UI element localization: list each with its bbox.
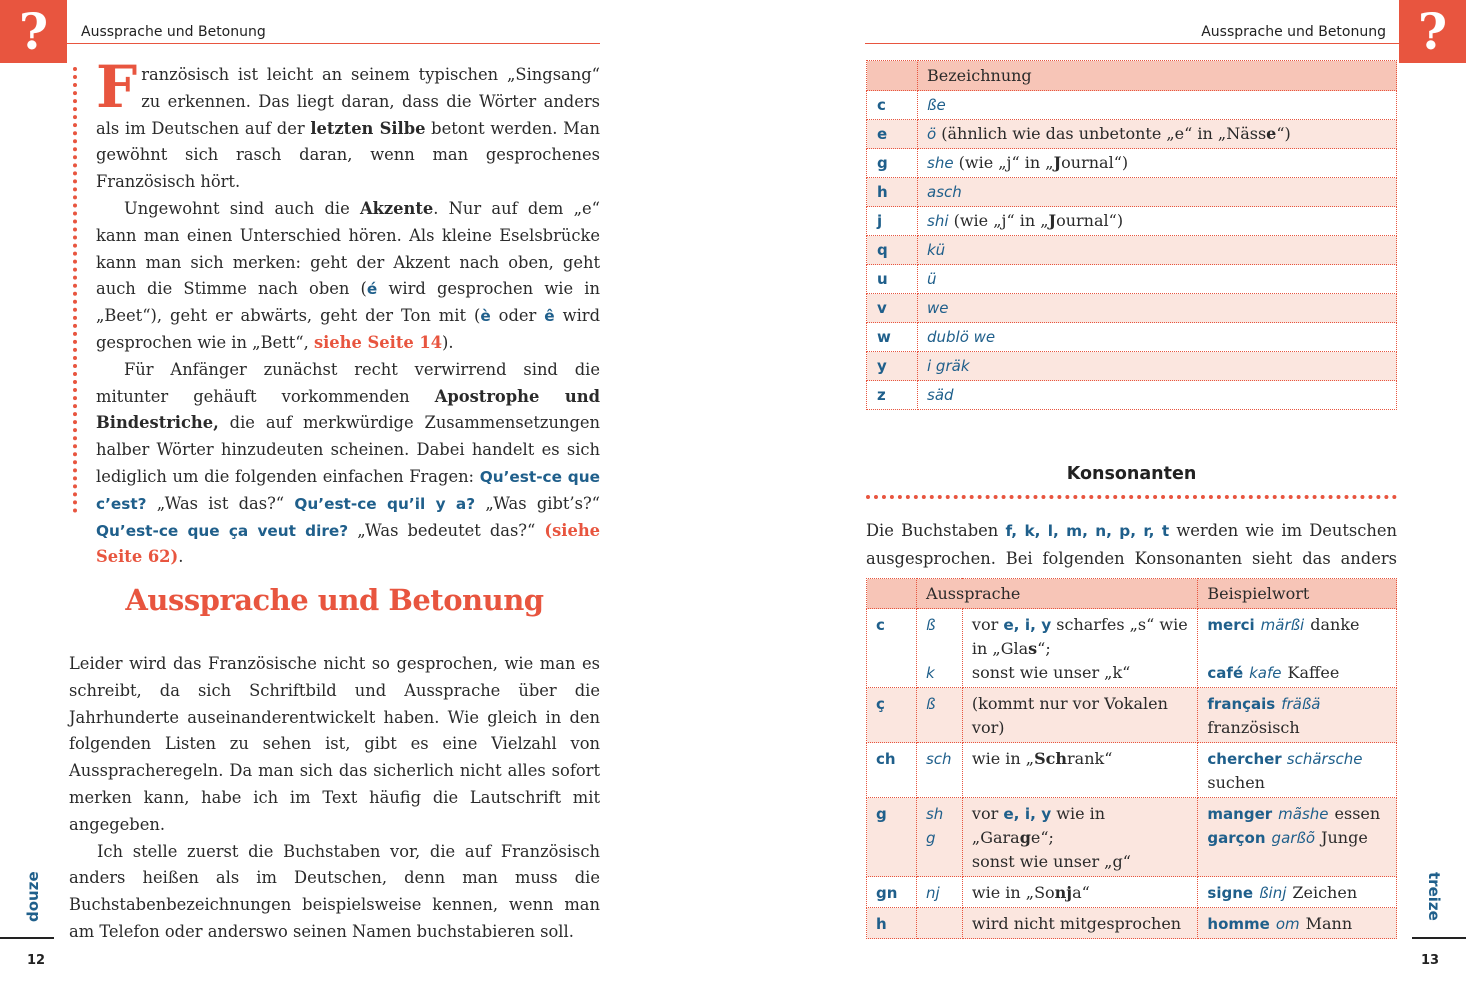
consonants-table (866, 578, 1397, 939)
example-word: garçon (1207, 829, 1266, 847)
text: „Was ist das?“ (146, 493, 295, 513)
note-bold: J (1053, 153, 1062, 172)
letter: gn (867, 877, 917, 908)
text: (kommt nur vor Vokalen vor) (962, 688, 1198, 743)
table-header-empty (867, 579, 917, 609)
page-word-left: douze (24, 871, 42, 922)
note: (ähnlich wie das unbetonte „e“ in „Näss (936, 124, 1267, 143)
letter: w (867, 323, 918, 352)
text: sonst wie unser „g“ (971, 852, 1131, 871)
phonetic: shi (927, 212, 949, 230)
translation: essen (1334, 804, 1381, 823)
phonetic: sch (925, 750, 952, 768)
text: vor (971, 615, 1004, 634)
table-row (867, 207, 1397, 236)
translation: Mann (1305, 914, 1353, 933)
example-word: merci (1207, 616, 1255, 634)
french-phrase: Qu’est-ce qu’il y a? (294, 494, 476, 513)
letter: ç (867, 688, 917, 743)
phonetic: g (925, 829, 936, 847)
translation: suchen (1207, 773, 1265, 792)
page-reference-link[interactable]: siehe Seite 14 (313, 332, 443, 352)
letter-names-table (866, 60, 1397, 410)
text: wird gesprochen wie in „Bett“, (96, 306, 600, 352)
letter: j (867, 207, 918, 236)
text: betont werden. Man gewöhnt sich rasch daran, wenn man gesprochenes Französisch hört. (96, 118, 600, 192)
header-rule-right (865, 43, 1399, 44)
table-row (867, 236, 1397, 265)
phonetic: sh (925, 805, 944, 823)
page-rule-left (0, 937, 54, 939)
text: „Was bedeutet das?“ (348, 520, 545, 540)
table-header: Bezeichnung (918, 61, 1397, 91)
table-row (867, 609, 1397, 688)
table-row (867, 178, 1397, 207)
dotted-margin-line (73, 67, 77, 513)
letter: h (867, 178, 918, 207)
text: werden wie im Deutschen ausgesprochen. Bei folgenden Konsonanten sieht das anders (866, 521, 1398, 568)
example-word: café (1207, 664, 1244, 682)
table-row (867, 120, 1397, 149)
paragraph: Leider wird das Französische nicht so gesprochen, wie man es schreibt, da sich Schriftbild und Aussprache über die Jahrhunderte auseinanderentwickelt haben. Wie gleich in den folgenden Listen zu sehen ist, gibt es eine Vielzahl von Ausspracheregeln. Da man sich das sicherlich nicht alles sofort merken kann, habe ich im Text häufig die Lautschrift mit angegeben. (69, 654, 600, 834)
question-mark-icon: ? (0, 0, 67, 63)
paragraph (96, 357, 600, 571)
paragraph (96, 53, 600, 196)
text: Ungewohnt sind auch die (124, 198, 361, 218)
letter: c (867, 609, 917, 688)
french-phrase: Qu’est-ce que ça veut dire? (96, 521, 349, 540)
text: ). (442, 332, 454, 352)
phonetic: ßinj (1259, 884, 1287, 902)
running-header-right: Aussprache und Betonung (1201, 24, 1386, 40)
letters: e, i, y (1003, 616, 1052, 634)
phonetic: k (925, 664, 935, 682)
body-text (69, 651, 600, 946)
table-header: Beispielwort (1198, 579, 1397, 609)
phonetic: ß (925, 616, 936, 634)
text: wie in „Gara (971, 804, 1106, 847)
section-title: Aussprache und Betonung (125, 583, 544, 617)
table-row (867, 798, 1397, 877)
phonetic: asch (927, 183, 962, 201)
note: (wie „j“ in „ (953, 153, 1054, 172)
phonetic: ö (927, 125, 937, 143)
translation: französisch (1207, 718, 1300, 737)
page-rule-right (1412, 937, 1466, 939)
phonetic: kafe (1249, 664, 1282, 682)
text: wie in „ (971, 749, 1035, 768)
text: wie in „So (971, 883, 1055, 902)
letter: g (867, 798, 917, 877)
page-word-right: treize (1425, 872, 1443, 921)
text: a“ (1072, 883, 1090, 902)
phonetic: märßi (1260, 616, 1305, 634)
phonetic: ß (925, 695, 936, 713)
bold-text: Sch (1034, 749, 1068, 768)
text: e“; (1030, 828, 1054, 847)
phonetic: kü (927, 241, 946, 259)
text: sonst wie unser „k“ (971, 663, 1131, 682)
letters: e, i, y (1003, 805, 1052, 823)
note-bold: J (1048, 211, 1057, 230)
accent-e-acute: é (366, 280, 378, 299)
note: ournal“) (1056, 211, 1124, 230)
phonetic: ße (927, 96, 946, 114)
table-row (867, 323, 1397, 352)
accent-e-circumflex: ê (544, 307, 555, 326)
intro-text (96, 53, 601, 571)
text: vor (971, 804, 1004, 823)
bold-text: g (1019, 828, 1031, 847)
table-row (867, 381, 1397, 410)
phonetic: dublö we (927, 328, 996, 346)
bold-text: Apostrophe und Bindestriche, (96, 386, 600, 433)
phonetic: fräßä (1281, 695, 1321, 713)
table-header: Aussprache (916, 579, 1197, 609)
bold-text: Akzente (360, 198, 434, 218)
text: . (178, 547, 184, 567)
text: oder (490, 306, 545, 326)
page-reference-link[interactable]: (siehe Seite 62) (96, 520, 601, 567)
letter: h (867, 908, 917, 939)
note-bold: e (1266, 124, 1277, 143)
example-word: chercher (1207, 750, 1282, 768)
example-word: français (1207, 695, 1276, 713)
table-row (867, 352, 1397, 381)
letter: v (867, 294, 918, 323)
example-word: signe (1207, 884, 1254, 902)
letter: y (867, 352, 918, 381)
phonetic: om (1275, 915, 1300, 933)
example-word: homme (1207, 915, 1270, 933)
header-rule-left (67, 43, 600, 44)
paragraph (96, 196, 600, 357)
table-row (867, 908, 1397, 939)
phonetic: ü (927, 270, 937, 288)
phonetic: garßõ (1271, 829, 1316, 847)
text: wird gesprochen wie in „Beet“), geht er abwärts, geht der Ton mit ( (96, 279, 600, 326)
phonetic: nj (925, 884, 940, 902)
letter: g (867, 149, 918, 178)
note: (wie „j“ in „ (948, 211, 1049, 230)
table-row (867, 688, 1397, 743)
letter: u (867, 265, 918, 294)
text: rank“ (1067, 749, 1113, 768)
running-header-left: Aussprache und Betonung (81, 24, 266, 40)
page-number-left: 12 (27, 953, 46, 968)
table-row (867, 294, 1397, 323)
phonetic: schärsche (1286, 750, 1363, 768)
translation: Kaffee (1287, 663, 1340, 682)
drop-cap: F (96, 53, 138, 121)
translation: Junge (1321, 828, 1368, 847)
page-number-right: 13 (1421, 953, 1440, 968)
text: die auf merkwürdige Zusammensetzungen halber Wörter hinzudeuten scheinen. Dabei handelt es sich lediglich um die folgenden einfachen Fragen: (96, 413, 600, 486)
text: „Was gibt’s?“ (475, 493, 601, 513)
french-phrase: Qu’est-ce que c’est? (96, 467, 600, 513)
table-row (867, 877, 1397, 908)
bold-text: letzten Silbe (310, 118, 426, 138)
translation: danke (1310, 615, 1360, 634)
text: Für Anfänger zunächst recht verwirrend sind die mitunter gehäuft vorkommenden (96, 359, 600, 406)
text: Die Buchstaben (866, 521, 1006, 540)
table-row (867, 149, 1397, 178)
bold-text: nj (1054, 883, 1073, 902)
question-mark-icon: ? (1399, 0, 1466, 63)
phonetic: i gräk (927, 357, 970, 375)
table-row (867, 91, 1397, 120)
letter: q (867, 236, 918, 265)
letters-list: f, k, l, m, n, p, r, t (1005, 522, 1170, 540)
letter: e (867, 120, 918, 149)
text: “; (1037, 639, 1051, 658)
letter: ch (867, 743, 917, 798)
translation: Zeichen (1292, 883, 1358, 902)
letter: c (867, 91, 918, 120)
text: ranzösisch ist leicht an seinem typischen „Singsang“ zu erkennen. Das liegt daran, dass die Wörter anders als im Deutschen auf der (96, 65, 600, 138)
subsection-title: Konsonanten (1066, 464, 1197, 484)
bold-text: s (1028, 639, 1038, 658)
table-row (867, 265, 1397, 294)
letter: z (867, 381, 918, 410)
table-row (867, 743, 1397, 798)
accent-e-grave: è (480, 307, 491, 326)
note: “) (1276, 124, 1291, 143)
text: wird nicht mitgesprochen (962, 908, 1198, 939)
phonetic: we (927, 299, 949, 317)
paragraph: Ich stelle zuerst die Buchstaben vor, die auf Französisch anders heißen als im Deutschen, denn man muss die Buchstabenbezeichnungen beispielsweise kennen, wenn man am Telefon oder anderswo seinen Namen buchstabieren soll. (69, 841, 600, 941)
example-word: manger (1207, 805, 1273, 823)
text: . Nur auf dem „e“ kann man einen Unterschied hören. Als kleine Eselsbrücke kann man sich merken: geht der Akzent nach oben, geht auch die Stimme nach oben ( (96, 198, 600, 299)
phonetic: she (927, 154, 954, 172)
dotted-divider (866, 495, 1397, 499)
note: ournal“) (1061, 153, 1129, 172)
table-header-empty (867, 61, 918, 91)
phonetic: säd (927, 386, 954, 404)
text: scharfes „s“ wie in „Gla (971, 615, 1188, 658)
phonetic: mãshe (1278, 805, 1329, 823)
